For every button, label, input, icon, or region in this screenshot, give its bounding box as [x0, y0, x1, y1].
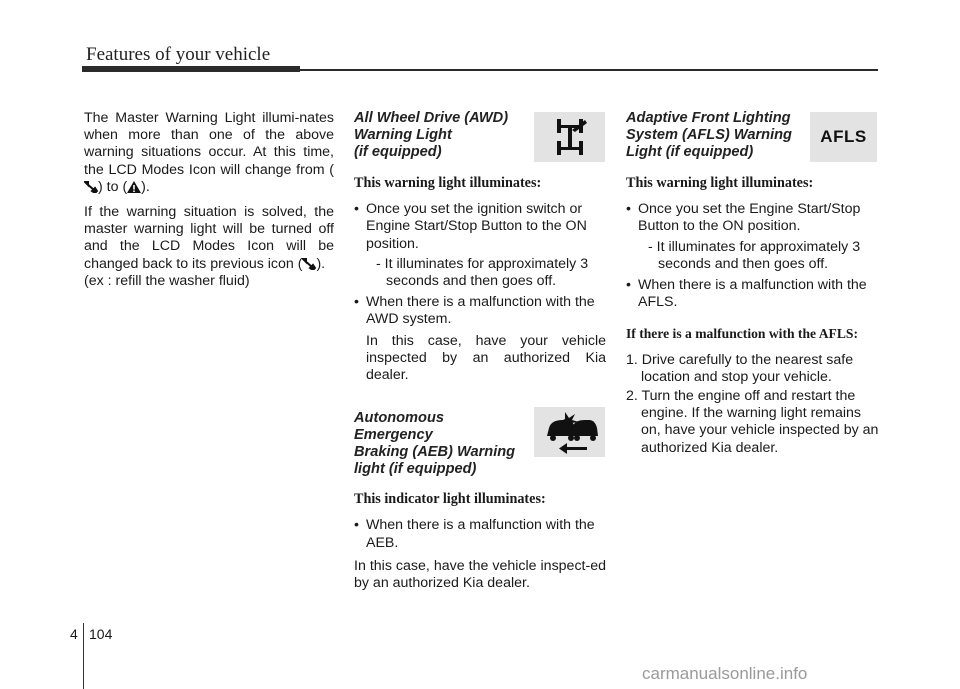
master-warning-resolved-paragraph: If the warning situation is solved, the master warning light will be turned off and the LCD Modes Icon will be changed back to its previous icon ( ). (ex : refill the washer fluid)	[84, 204, 334, 289]
aeb-subheading: This indicator light illuminates:	[354, 491, 546, 508]
column-afls	[626, 110, 880, 459]
master-warning-paragraph: The Master Warning Light illumi-nates when more than one of the above warning situations occur. At this time, the LCD Modes Icon will change from () to ( ).	[84, 110, 334, 195]
afls-icon-label: AFLS	[820, 127, 867, 146]
afls-step-1: 1. Drive carefully to the nearest safe location and stop your vehicle.	[626, 351, 854, 385]
awd-heading: All Wheel Drive (AWD) Warning Light (if equipped)	[354, 110, 509, 160]
awd-inspect-paragraph: In this case, have your vehicle inspected by an authorized Kia dealer.	[366, 332, 606, 384]
afls-bullet-start: • Once you set the Engine Start/Stop Button to the ON position. - It illuminates for approximately 3 seconds and then goes off.	[626, 201, 880, 273]
footer-divider	[83, 623, 84, 689]
footer-page-number: 104	[89, 626, 113, 642]
afls-step-2: 2. Turn the engine off and restart the engine. If the warning light remains on, have your vehicle inspected by an authorized Kia dealer.	[626, 388, 879, 456]
awd-subheading: This warning light illuminates:	[354, 175, 542, 191]
footer-chapter-number: 4	[70, 626, 78, 642]
awd-list	[354, 201, 606, 328]
awd-drivetrain-icon	[545, 116, 595, 158]
column-master-warning	[84, 110, 334, 298]
aeb-bullet-malfunction: • When there is a malfunction with the AEB.	[354, 517, 606, 551]
wrench-icon	[84, 181, 98, 193]
aeb-heading: Autonomous Emergency Braking (AEB) Warning light (if equipped)	[354, 410, 516, 478]
wrench-icon	[302, 258, 316, 270]
header-rule-thick	[82, 66, 300, 72]
awd-warning-icon-box	[534, 112, 605, 162]
afls-malfunction-subheading: If there is a malfunction with the AFLS:	[626, 326, 858, 342]
column-awd-aeb	[354, 110, 606, 600]
awd-bullet-malfunction: • When there is a malfunction with the AWD system.	[354, 294, 606, 328]
afls-bullet-malfunction: • When there is a malfunction with the AFLS.	[626, 277, 880, 311]
afls-subheading: This warning light illuminates:	[626, 175, 814, 191]
awd-bullet-ignition: • Once you set the ignition switch or Engine Start/Stop Button to the ON position. - It illuminates for approximately 3 seconds and then goes off.	[354, 201, 606, 290]
aeb-inspect-paragraph: In this case, have the vehicle inspect-ed by an authorized Kia dealer.	[354, 557, 606, 592]
warning-triangle-icon	[127, 181, 141, 193]
header-rule-thin	[300, 69, 878, 71]
afls-heading: Adaptive Front Lighting System (AFLS) Warning Light (if equipped)	[626, 110, 792, 160]
afls-warning-icon-box	[810, 112, 877, 162]
awd-dash-duration: - It illuminates for approximately 3 seconds and then goes off.	[376, 255, 589, 290]
afls-dash-duration: - It illuminates for approximately 3 seconds and then goes off.	[648, 238, 861, 272]
aeb-collision-icon	[539, 410, 601, 454]
afls-list	[626, 201, 880, 311]
aeb-list	[354, 517, 606, 551]
aeb-warning-icon-box	[534, 407, 605, 457]
page-header-title: Features of your vehicle	[86, 44, 271, 65]
watermark-text: carmanualsonline.info	[642, 664, 808, 683]
afls-steps	[626, 352, 880, 457]
